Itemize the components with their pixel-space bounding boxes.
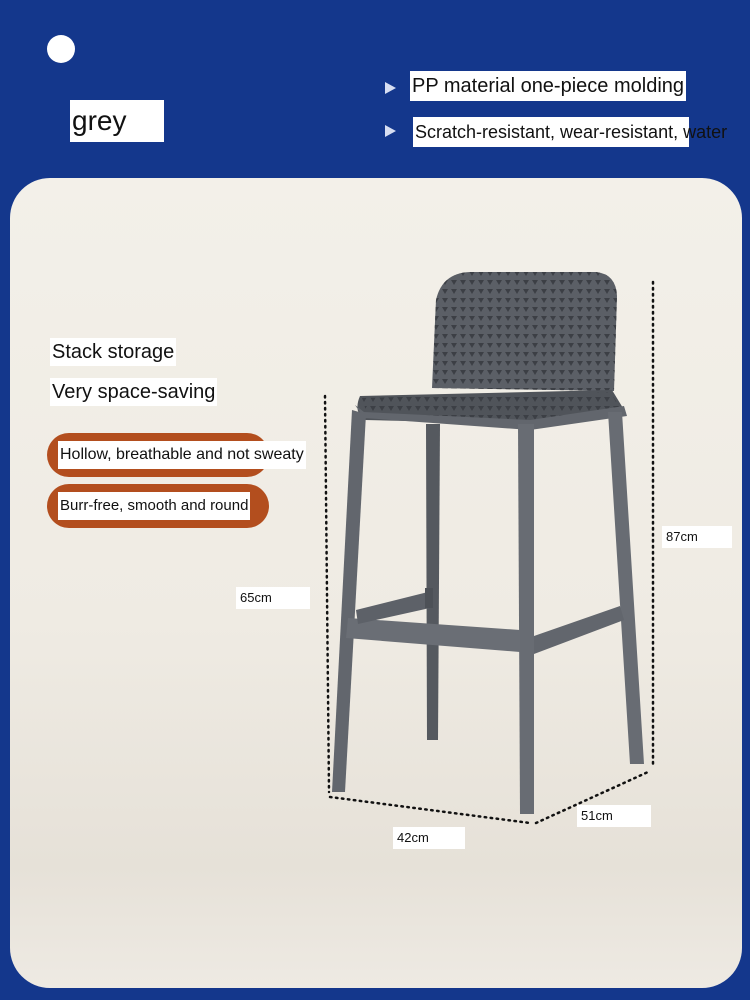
color-name-label: grey	[70, 100, 164, 142]
bullet-text-material: PP material one-piece molding	[410, 71, 686, 101]
feature-burr-text: Burr-free, smooth and round	[58, 492, 250, 520]
bullet-text-resistant: Scratch-resistant, wear-resistant, water	[413, 117, 689, 147]
dimension-label-seat-height: 65cm	[236, 587, 310, 609]
feature-hollow-text: Hollow, breathable and not sweaty	[58, 441, 306, 469]
feature-space-saving: Very space-saving	[50, 378, 217, 406]
feature-stack-storage: Stack storage	[50, 338, 176, 366]
dimension-label-depth: 51cm	[577, 805, 651, 827]
stool-shape	[332, 272, 644, 814]
dimension-label-width: 42cm	[393, 827, 465, 849]
dimension-label-total-height: 87cm	[662, 526, 732, 548]
